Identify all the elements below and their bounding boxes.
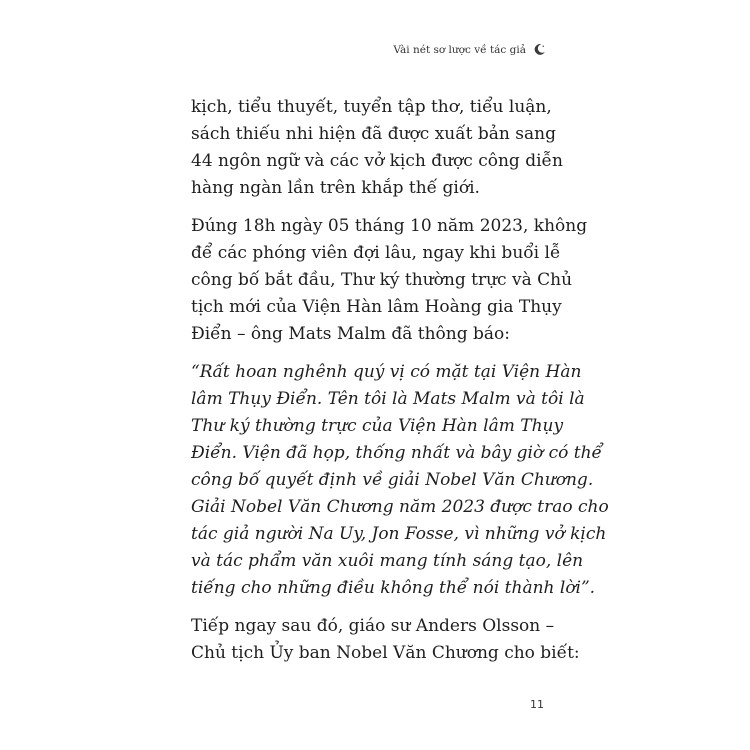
text-line: Giải Nobel Văn Chương năm 2023 được trao cho <box>191 497 609 517</box>
text-line: Tiếp ngay sau đó, giáo sư Anders Olsson – <box>191 616 555 636</box>
book-page <box>173 30 609 720</box>
text-line: Đúng 18h ngày 05 tháng 10 năm 2023, không <box>191 216 588 236</box>
text-line: Điển. Viện đã họp, thống nhất và bây giờ có thể <box>191 443 602 463</box>
paragraph <box>191 213 588 348</box>
text-line: Chủ tịch Ủy ban Nobel Văn Chương cho biết: <box>191 643 580 663</box>
text-line: kịch, tiểu thuyết, tuyển tập thơ, tiểu luận, <box>191 97 552 117</box>
text-line: Thư ký thường trực của Viện Hàn lâm Thụy <box>191 416 564 436</box>
text-line: “Rất hoan nghênh quý vị có mặt tại Viện Hàn <box>191 362 582 382</box>
running-head <box>393 43 546 56</box>
text-line: tác giả người Na Uy, Jon Fosse, vì những vở kịch <box>191 524 607 544</box>
text-line: để các phóng viên đợi lâu, ngay khi buổi lễ <box>191 243 561 263</box>
quote-paragraph <box>191 359 609 602</box>
text-line: tiếng cho những điều không thể nói thành lời”. <box>191 578 596 598</box>
text-line: sách thiếu nhi hiện đã được xuất bản sang <box>191 124 556 144</box>
text-line: và tác phẩm văn xuôi mang tính sáng tạo, lên <box>191 551 584 571</box>
body-text <box>191 94 609 678</box>
running-title: Vài nét sơ lược về tác giả <box>393 43 526 56</box>
paragraph <box>191 94 563 202</box>
page-number: 11 <box>530 698 544 711</box>
text-line: lâm Thụy Điển. Tên tôi là Mats Malm và tôi là <box>191 389 585 409</box>
crescent-moon-icon <box>533 43 546 56</box>
text-line: tịch mới của Viện Hàn lâm Hoàng gia Thụy <box>191 297 562 317</box>
text-line: hàng ngàn lần trên khắp thế giới. <box>191 178 480 198</box>
paragraph <box>191 613 580 667</box>
text-line: 44 ngôn ngữ và các vở kịch được công diễn <box>191 151 563 171</box>
text-line: công bố bắt đầu, Thư ký thường trực và Chủ <box>191 270 573 290</box>
text-line: Điển – ông Mats Malm đã thông báo: <box>191 324 510 344</box>
text-line: công bố quyết định về giải Nobel Văn Chương. <box>191 470 594 490</box>
